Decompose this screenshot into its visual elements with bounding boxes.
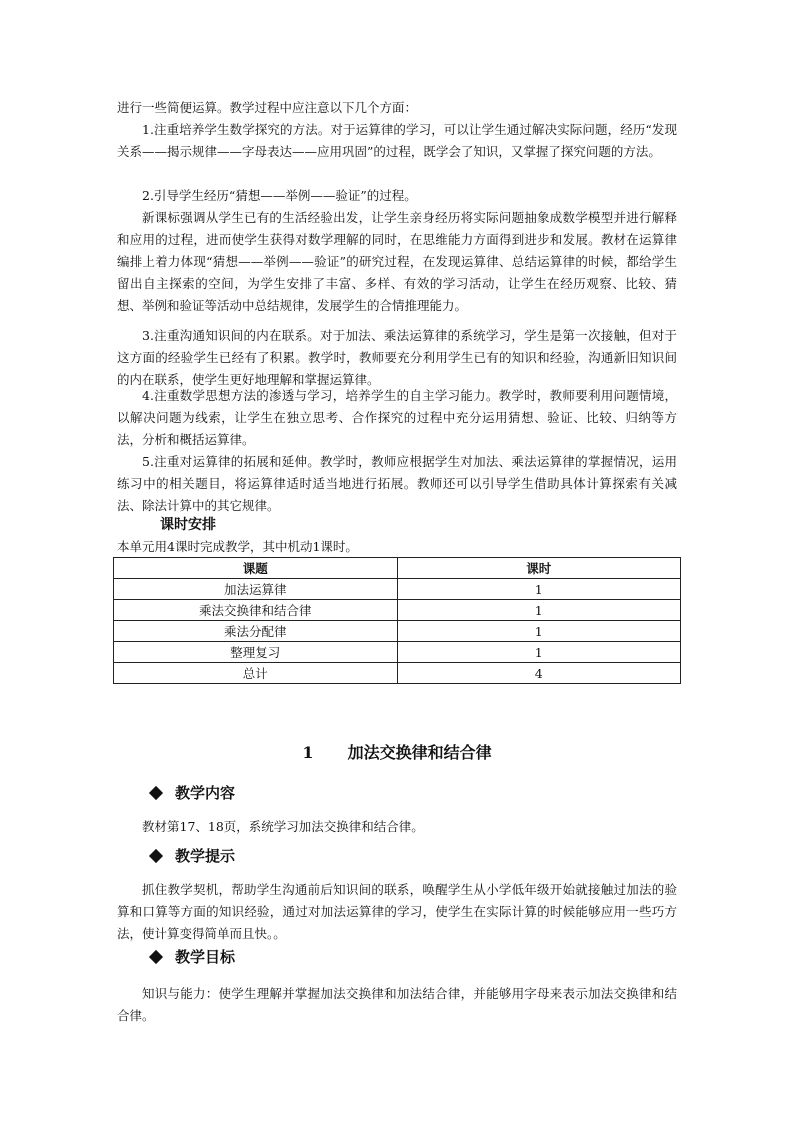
table-header-row bbox=[114, 558, 681, 579]
section-heading-text: 教学目标 bbox=[175, 948, 236, 966]
diamond-bullet-icon bbox=[149, 786, 163, 800]
table-row bbox=[114, 621, 681, 642]
point-2-detail: 新课标强调从学生已有的生活经验出发，让学生亲身经历将实际问题抽象成数学模型并进行解释和应用的过程，进而使学生获得对数学理解的同时，在思维能力方面得到进步和发展。教材在运算律编排上着力体现“猜想——举例——验证”的研究过程，在发现运算律、总结运算律的时候，都给学生留出自主探索的空间，为学生安排了丰富、多样、有效的学习活动，让学生在经历观察、比较、猜想、举例和验证等活动中总结规律，发展学生的合情推理能力。 bbox=[117, 210, 677, 313]
row-topic: 整理复习 bbox=[114, 642, 398, 663]
section-content-text: 教材第17、18页，系统学习加法交换律和结合律。 bbox=[142, 819, 424, 834]
point-3: 3.注重沟通知识间的内在联系。对于加法、乘法运算律的系统学习，学生是第一次接触，但对于这方面的经验学生已经有了积累。教学时，教师要充分利用学生已有的知识和经验，沟通新旧知识间的内在联系，使学生更好地理解和掌握运算律。 bbox=[117, 328, 677, 387]
schedule-heading: 课时安排 bbox=[160, 517, 216, 533]
diamond-bullet-icon bbox=[149, 950, 163, 964]
table-row bbox=[114, 663, 681, 684]
point-4: 4.注重数学思想方法的渗透与学习，培养学生的自主学习能力。教学时，教师要利用问题情境，以解决问题为线索，让学生在独立思考、合作探究的过程中充分运用猜想、验证、比较、归纳等方法，分析和概括运算律。 bbox=[117, 388, 677, 447]
row-hours: 1 bbox=[397, 579, 681, 600]
section-heading-text: 教学内容 bbox=[175, 784, 236, 802]
section-heading-content bbox=[148, 782, 235, 803]
schedule-note: 本单元用4课时完成教学，其中机动1课时。 bbox=[117, 539, 358, 554]
table-row bbox=[114, 600, 681, 621]
section-goals-text: 知识与能力：使学生理解并掌握加法交换律和加法结合律，并能够用字母来表示加法交换律和结合律。 bbox=[117, 986, 677, 1023]
row-topic: 乘法分配律 bbox=[114, 621, 398, 642]
row-topic: 加法运算律 bbox=[114, 579, 398, 600]
section-heading-tips bbox=[148, 845, 235, 866]
point-5: 5.注重对运算律的拓展和延伸。教学时，教师应根据学生对加法、乘法运算律的掌握情况，运用练习中的相关题目，将运算律适时适当地进行拓展。教师还可以引导学生借助具体计算探索有关减法、除法计算中的其它规律。 bbox=[117, 454, 677, 513]
table-row bbox=[114, 579, 681, 600]
intro-paragraph: 进行一些简便运算。教学过程中应注意以下几个方面： bbox=[117, 100, 418, 115]
lesson-title bbox=[0, 740, 794, 763]
table-row bbox=[114, 642, 681, 663]
lesson-number: 1 bbox=[302, 743, 314, 762]
row-topic: 总计 bbox=[114, 663, 398, 684]
lesson-title-text: 加法交换律和结合律 bbox=[347, 743, 492, 762]
row-hours: 1 bbox=[397, 642, 681, 663]
header-hours: 课时 bbox=[397, 558, 681, 579]
row-hours: 1 bbox=[397, 600, 681, 621]
row-topic: 乘法交换律和结合律 bbox=[114, 600, 398, 621]
section-heading-text: 教学提示 bbox=[175, 847, 236, 865]
header-topic: 课题 bbox=[114, 558, 398, 579]
row-hours: 4 bbox=[397, 663, 681, 684]
diamond-bullet-icon bbox=[149, 849, 163, 863]
point-1: 1.注重培养学生数学探究的方法。对于运算律的学习，可以让学生通过解决实际问题，经历“发现关系——揭示规律——字母表达——应用巩固”的过程，既学会了知识，又掌握了探究问题的方法。 bbox=[117, 122, 677, 159]
point-2: 2.引导学生经历“猜想——举例——验证”的过程。 bbox=[142, 188, 417, 203]
row-hours: 1 bbox=[397, 621, 681, 642]
section-heading-goals bbox=[148, 946, 235, 967]
section-tips-text: 抓住教学契机，帮助学生沟通前后知识间的联系，唤醒学生从小学低年级开始就接触过加法的验算和口算等方面的知识经验，通过对加法运算律的学习，使学生在实际计算的时候能够应用一些巧方法，使计算变得简单而且快。。 bbox=[117, 882, 677, 941]
schedule-table bbox=[113, 557, 681, 684]
